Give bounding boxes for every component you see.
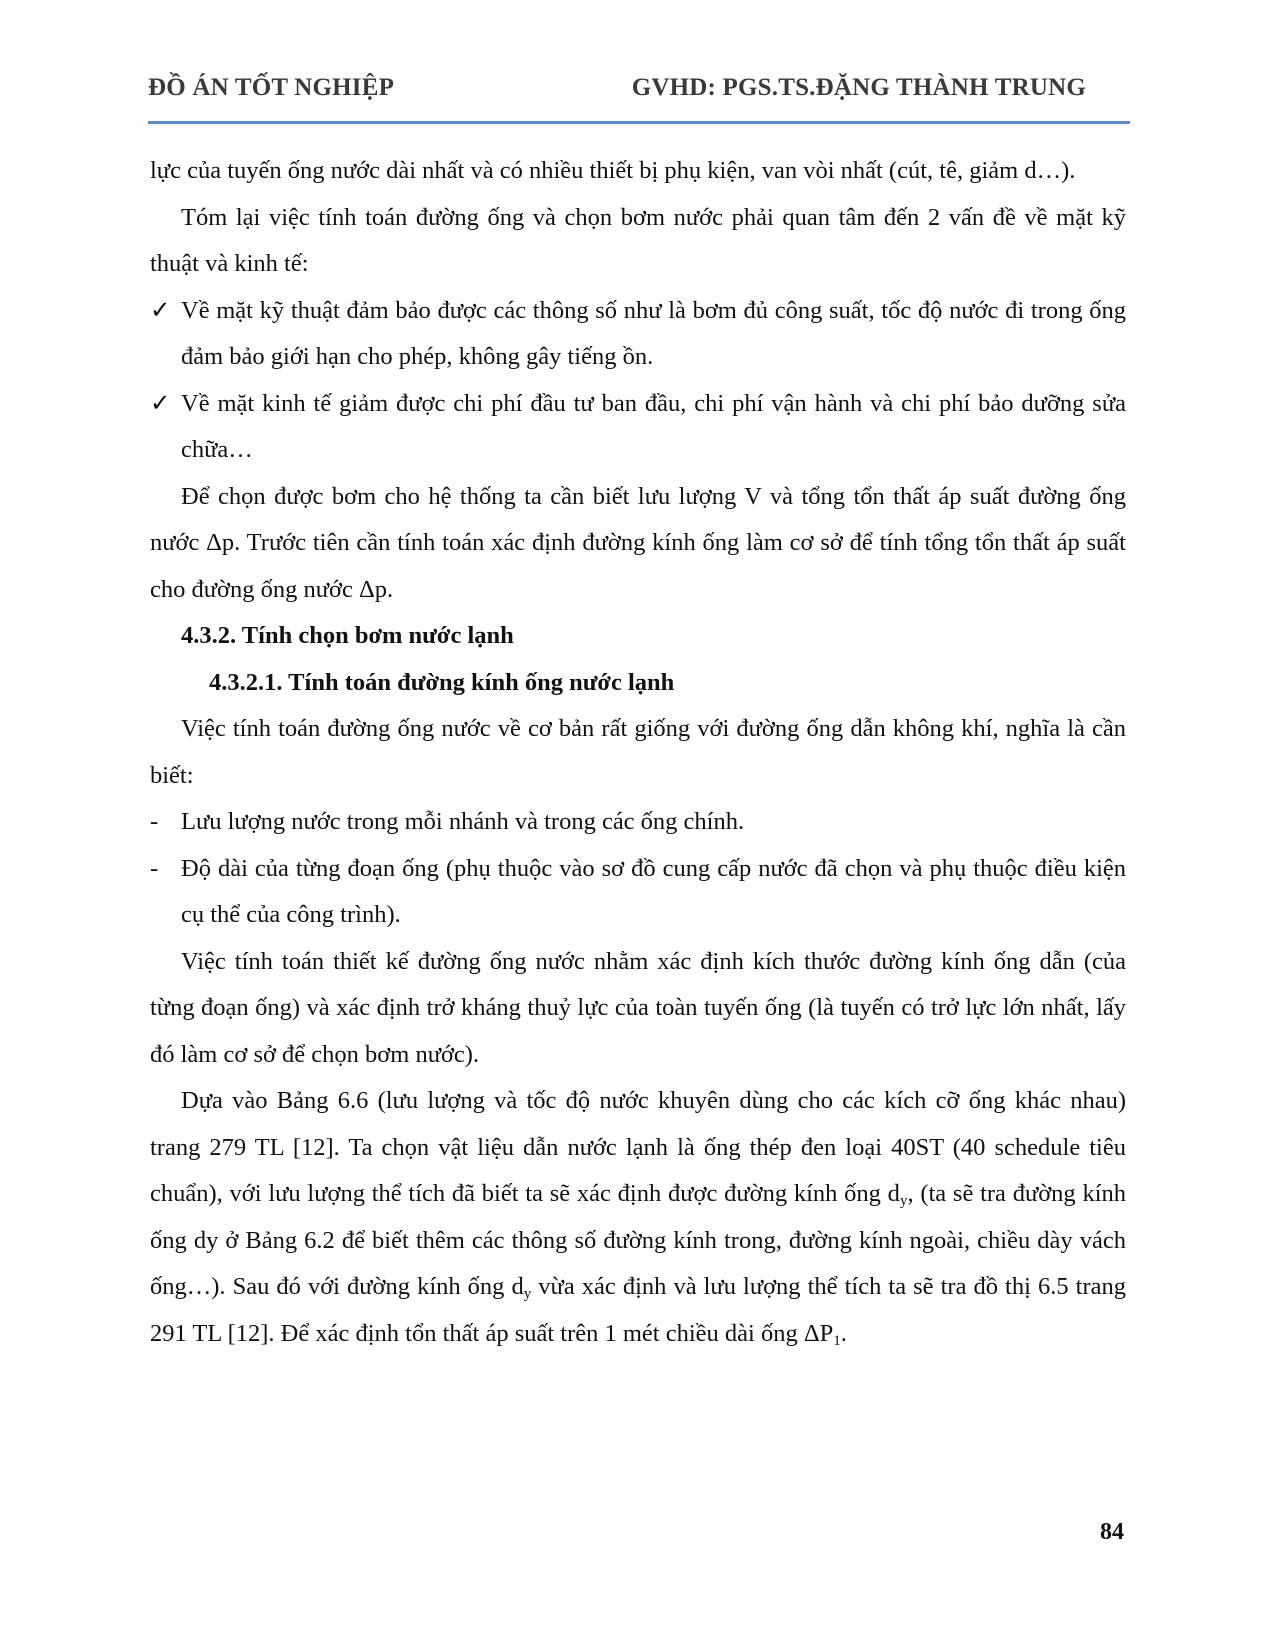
text-run: vừa xác định và lưu lượng thể tích ta sẽ tra đồ thị 6.5 trang 291 TL [12]. Để xác định tổn thất áp suất trên 1 mét chiều dài ống ΔP: [150, 1273, 1127, 1347]
dash-bullet-item: [150, 799, 1126, 846]
text-run: .: [840, 1319, 847, 1347]
paragraph: Tóm lại việc tính toán đường ống và chọn bơm nước phải quan tâm đến 2 vấn đề về mặt kỹ thuật và kinh tế:: [150, 203, 1126, 277]
page-header: [148, 74, 1130, 122]
text-run: Dựa vào Bảng 6.6 (lưu lượng và tốc độ nước khuyên dùng cho các kích cỡ ống khác nhau) trang 279 TL [12]. Ta chọn vật liệu dẫn nước lạnh là ống thép đen loại 40ST (40 schedule tiêu chuẩn), với lưu lượng thể tích đã biết ta sẽ xác định được đường kính ống d: [150, 1087, 1126, 1207]
header-divider: [148, 121, 1130, 124]
paragraph: Việc tính toán đường ống nước về cơ bản rất giống với đường ống dẫn không khí, nghĩa là cần biết:: [150, 715, 1126, 789]
header-title-left: ĐỒ ÁN TỐT NGHIỆP: [148, 74, 395, 101]
text-run: , (ta sẽ tra đường kính ống dy ở Bảng 6.2 để biết thêm các thông số đường kính trong, đường kính ngoài, chiều dày vách ống…). Sau đó với đường kính ống d: [150, 1180, 1126, 1300]
paragraph-with-subscripts: [150, 1078, 1126, 1357]
subscript: 1: [833, 1332, 841, 1349]
subscript: y: [523, 1286, 532, 1302]
paragraph: Việc tính toán thiết kế đường ống nước nhằm xác định kích thước đường kính ống dẫn (của từng đoạn ống) và xác định trở kháng thuỷ lực của toàn tuyến ống (là tuyến có trở lực lớn nhất, lấy đó làm cơ sở để chọn bơm nước).: [150, 947, 1126, 1068]
dash-bullet-icon: -: [150, 854, 159, 882]
checkmark-icon: ✓: [150, 296, 171, 324]
dash-bullet-icon: -: [150, 808, 159, 835]
bullet-text: Độ dài của từng đoạn ống (phụ thuộc vào sơ đồ cung cấp nước đã chọn và phụ thuộc điều kiện cụ thể của công trình).: [181, 854, 1126, 928]
bullet-text: Về mặt kinh tế giảm được chi phí đầu tư ban đầu, chi phí vận hành và chi phí bảo dưỡng sửa chữa…: [181, 389, 1126, 463]
checkmark-icon: ✓: [150, 389, 171, 417]
subscript: y: [899, 1193, 908, 1209]
bullet-text: Về mặt kỹ thuật đảm bảo được các thông số như là bơm đủ công suất, tốc độ nước đi trong ống đảm bảo giới hạn cho phép, không gây tiếng ồn.: [181, 296, 1126, 370]
body-content: [150, 148, 1126, 1357]
header-title-right: GVHD: PGS.TS.ĐẶNG THÀNH TRUNG: [631, 74, 1086, 101]
paragraph: Để chọn được bơm cho hệ thống ta cần biết lưu lượng V và tổng tổn thất áp suất đường ống nước Δp. Trước tiên cần tính toán xác định đường kính ống làm cơ sở để tính tổng tổn thất áp suất cho đường ống nước Δp.: [150, 482, 1126, 603]
paragraph: lực của tuyến ống nước dài nhất và có nhiều thiết bị phụ kiện, van vòi nhất (cút, tê, giảm d…).: [150, 157, 1076, 184]
subsection-heading: 4.3.2.1. Tính toán đường kính ống nước lạnh: [209, 668, 675, 696]
bullet-text: Lưu lượng nước trong mỗi nhánh và trong các ống chính.: [181, 808, 745, 835]
page-number: 84: [1100, 1519, 1124, 1545]
dash-bullet-item: [150, 846, 1126, 939]
check-bullet-item: [150, 288, 1126, 381]
check-bullet-item: [150, 381, 1126, 474]
section-heading: 4.3.2. Tính chọn bơm nước lạnh: [181, 622, 514, 649]
